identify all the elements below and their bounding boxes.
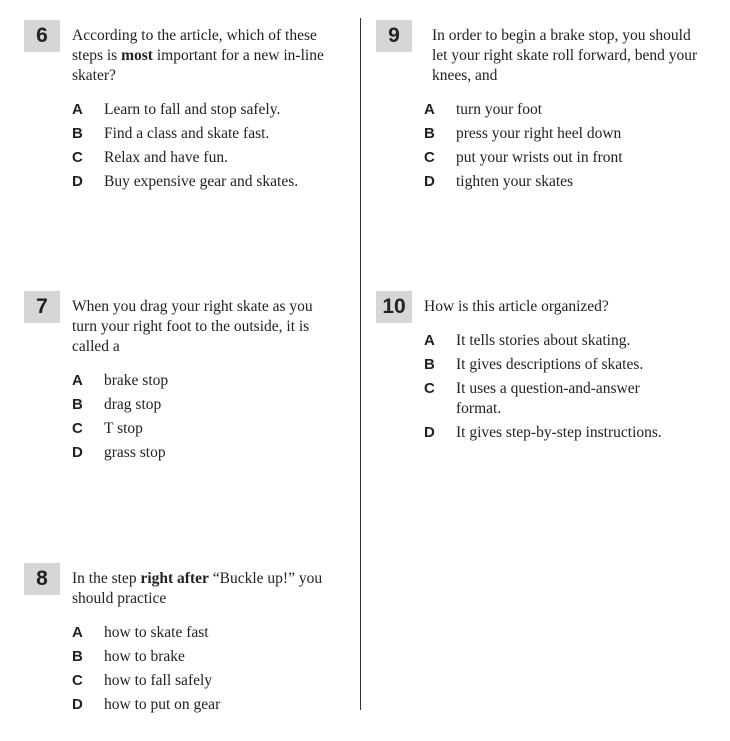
choice-text: how to fall safely bbox=[104, 672, 213, 689]
column-divider bbox=[360, 18, 361, 710]
question-number: 10 bbox=[376, 291, 412, 323]
choice-letter: D bbox=[72, 173, 83, 190]
choice-letter: D bbox=[424, 173, 435, 190]
question-stem: How is this article organized? bbox=[424, 298, 609, 315]
choice-letter: A bbox=[72, 101, 83, 118]
choice-text: T stop bbox=[104, 420, 143, 437]
choice-text: put your wrists out in front bbox=[456, 149, 623, 166]
question-10 bbox=[376, 291, 716, 461]
choice-letter: C bbox=[424, 149, 435, 166]
choice-text: Relax and have fun. bbox=[104, 149, 228, 166]
choice-letter: B bbox=[72, 648, 83, 665]
choice-letter: A bbox=[72, 372, 83, 389]
choice-letter: B bbox=[424, 125, 435, 142]
choice-letter: C bbox=[72, 149, 83, 166]
choice-letter: A bbox=[72, 624, 83, 641]
choice-text: Learn to fall and stop safely. bbox=[104, 101, 281, 118]
choice-text: Buy expensive gear and skates. bbox=[104, 173, 299, 190]
choice-text: drag stop bbox=[104, 396, 162, 413]
choice-letter: C bbox=[72, 420, 83, 437]
choice-text: how to put on gear bbox=[104, 696, 221, 713]
choice-text: press your right heel down bbox=[456, 125, 622, 142]
choice-text: It gives descriptions of skates. bbox=[456, 356, 644, 373]
question-stem: When you drag your right skate as you turn your right foot to the outside, it is called a bbox=[72, 298, 313, 355]
choice-text: how to brake bbox=[104, 648, 185, 665]
question-6 bbox=[24, 20, 344, 200]
choice-text: It gives step-by-step instructions. bbox=[456, 424, 662, 441]
choice-letter: C bbox=[72, 672, 83, 689]
choice-letter: D bbox=[72, 444, 83, 461]
question-number: 6 bbox=[24, 20, 60, 52]
choice-text: Find a class and skate fast. bbox=[104, 125, 270, 142]
choice-text: It tells stories about skating. bbox=[456, 332, 631, 349]
question-8 bbox=[24, 563, 344, 723]
question-stem: According to the article, which of these steps is most important for a new in-line skater? bbox=[72, 27, 324, 84]
choice-letter: C bbox=[424, 380, 435, 397]
choice-text: turn your foot bbox=[456, 101, 543, 118]
choice-text: how to skate fast bbox=[104, 624, 209, 641]
question-stem: In order to begin a brake stop, you should let your right skate roll forward, bend your knees, and bbox=[432, 27, 698, 84]
choice-letter: D bbox=[72, 696, 83, 713]
choice-letter: B bbox=[72, 396, 83, 413]
choice-text: It uses a question-and-answer format. bbox=[456, 380, 640, 417]
question-number: 7 bbox=[24, 291, 60, 323]
choice-text: tighten your skates bbox=[456, 173, 574, 190]
choice-letter: D bbox=[424, 424, 435, 441]
choice-letter: B bbox=[424, 356, 435, 373]
choice-letter: B bbox=[72, 125, 83, 142]
question-7 bbox=[24, 291, 344, 471]
question-9 bbox=[376, 20, 716, 200]
choice-letter: A bbox=[424, 332, 435, 349]
choice-text: grass stop bbox=[104, 444, 166, 461]
question-number: 9 bbox=[376, 20, 412, 52]
choice-text: brake stop bbox=[104, 372, 169, 389]
choice-letter: A bbox=[424, 101, 435, 118]
question-stem: In the step right after “Buckle up!” you should practice bbox=[72, 570, 323, 607]
question-number: 8 bbox=[24, 563, 60, 595]
